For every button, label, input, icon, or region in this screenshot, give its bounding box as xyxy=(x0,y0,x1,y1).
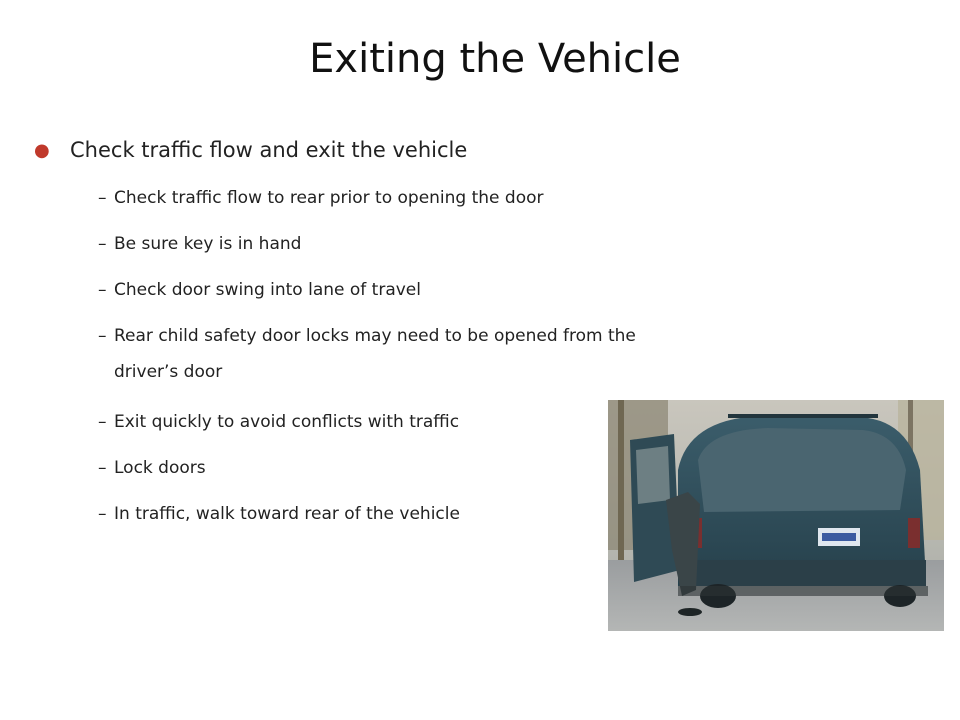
sub-item-text: Check traffic flow to rear prior to opening the door xyxy=(114,188,544,208)
sub-item-text-continued: driver’s door xyxy=(114,362,223,382)
sub-item-text: Rear child safety door locks may need to be opened from the xyxy=(114,326,636,346)
dash-icon: – xyxy=(98,504,107,524)
sub-item-text: Lock doors xyxy=(114,458,206,478)
sub-item-1 xyxy=(98,180,544,216)
bullet-dot-icon: ● xyxy=(34,140,50,161)
slide-title: Exiting the Vehicle xyxy=(309,36,681,82)
dash-icon: – xyxy=(98,412,107,432)
sub-item-text: Be sure key is in hand xyxy=(114,234,302,254)
van-photo xyxy=(608,400,944,631)
dash-icon: – xyxy=(98,280,107,300)
sub-item-7 xyxy=(98,496,460,532)
sub-item-3 xyxy=(98,272,421,308)
van-illustration xyxy=(608,400,944,631)
dash-icon: – xyxy=(98,234,107,254)
dash-icon: – xyxy=(98,188,107,208)
sub-item-2 xyxy=(98,226,301,262)
sub-item-text: Check door swing into lane of travel xyxy=(114,280,421,300)
main-bullet-text: Check traffic flow and exit the vehicle xyxy=(70,138,468,162)
sub-item-text: In traffic, walk toward rear of the vehicle xyxy=(114,504,460,524)
sub-item-text: Exit quickly to avoid conflicts with traffic xyxy=(114,412,460,432)
sub-item-4 xyxy=(98,318,636,390)
dash-icon: – xyxy=(98,458,107,478)
sub-item-6 xyxy=(98,450,206,486)
dash-icon: – xyxy=(98,326,107,346)
sub-item-5 xyxy=(98,404,459,440)
